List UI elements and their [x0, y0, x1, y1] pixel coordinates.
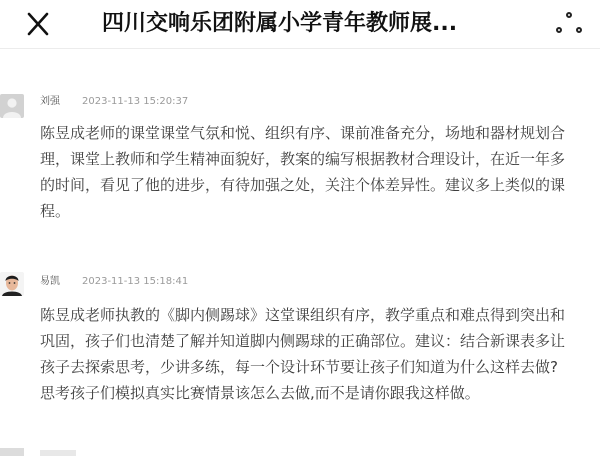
close-icon[interactable]	[22, 8, 54, 40]
comment-content	[40, 120, 590, 224]
comment-time: 2023-11-13 15:18:41	[82, 276, 189, 287]
comment-line: 理，课堂上教师和学生精神面貌好，教案的编写根据教材合理设计，在近一年多	[40, 150, 566, 168]
user-photo-avatar	[0, 272, 24, 296]
comment-line: 程。	[40, 202, 71, 220]
next-comment-meta	[40, 450, 76, 456]
comment-line: 孩子去探索思考，少讲多练，每一个设计环节要让孩子们知道为什么这样去做?	[40, 358, 558, 376]
comment-item	[0, 272, 600, 422]
comment-author: 易凯	[40, 276, 60, 287]
comment-line: 陈昱成老师的课堂课堂气氛和悦、组织有序、课前准备充分，场地和器材规划合	[40, 124, 566, 142]
default-avatar-icon	[0, 94, 24, 118]
comment-time: 2023-11-13 15:20:37	[82, 96, 189, 107]
top-bar	[0, 0, 600, 49]
comment-content	[40, 302, 590, 406]
comment-meta	[40, 94, 188, 110]
comment-author: 刘强	[40, 96, 60, 107]
comment-meta	[40, 274, 188, 290]
comment-item	[0, 92, 600, 232]
comment-line: 的时间，看见了他的进步，有待加强之处，关注个体差异性。建议多上类似的课	[40, 176, 566, 194]
comment-line: 思考孩子们模拟真实比赛情景该怎么去做,而不是请你跟我这样做。	[40, 384, 480, 402]
comment-line: 陈昱成老师执教的《脚内侧踢球》这堂课组织有序，教学重点和难点得到突出和	[40, 306, 566, 324]
comment-line: 巩固，孩子们也清楚了解并知道脚内侧踢球的正确部位。建议：结合新课表多让	[40, 332, 566, 350]
next-comment-avatar	[0, 448, 24, 456]
more-icon[interactable]	[556, 10, 586, 38]
page-title: 四川交响乐团附属小学青年教师展...	[102, 11, 458, 36]
